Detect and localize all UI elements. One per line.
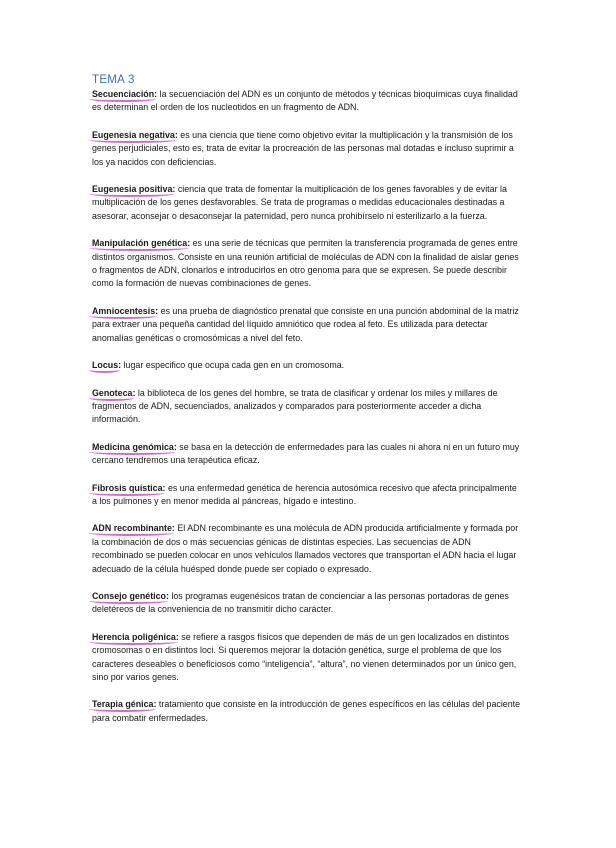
- entry-definition: ciencia que trata de fomentar la multiplicación de los genes favorables y de evitar la multiplicación de los genes desfavorables. Se trata de programas o medidas educacionales destinadas a asesorar, aconsejar o desaconsejar la paternidad, pero nunca prohibírselo ni esterilizarlo a la fuerza.: [92, 184, 507, 221]
- entry-definition: El ADN recombinante es una molécula de ADN producida artificialmente y formada por la combinación de dos o más secuencias génicas de distintas especies. Las secuencias de ADN recombinado se pueden colocar en unos vehículos llamados vectores que transportan el ADN hacia el lugar adecuado de la célula huésped donde puede ser copiado o expresado.: [92, 523, 519, 574]
- glossary-entry: [92, 359, 524, 372]
- glossary-entry: [92, 305, 524, 345]
- entry-separator: :: [173, 441, 177, 452]
- glossary-entry: [92, 631, 524, 685]
- entry-separator: :: [153, 699, 157, 710]
- entry-separator: :: [174, 129, 178, 140]
- glossary-entry: [92, 387, 524, 427]
- entry-definition: se refiere a rasgos físicos que dependen de más de un gen localizados en distintos cromosomas o en distintos loci. Si queremos mejorar la dotación genética, surge el problema de que los caracteres deseables o beneficiosos como “inteligencia”, “altura”, no vienen determinados por un único gen, sino por varios genes.: [92, 631, 517, 682]
- entry-separator: :: [172, 184, 176, 195]
- entry-term: Terapia génica: [92, 699, 154, 710]
- entry-term: Secuenciación: [92, 89, 155, 99]
- glossary-entry: [92, 129, 524, 169]
- entry-term: Eugenesia negativa: [92, 129, 175, 140]
- entry-definition: la biblioteca de los genes del hombre, se trata de clasificar y ordenar los miles y millares de fragmentos de ADN, secuenciados, analizados y comparados para posteriormente acceder a dicha información.: [92, 387, 498, 425]
- entry-separator: :: [187, 238, 191, 249]
- entry-separator: :: [132, 387, 136, 398]
- glossary-entry: [92, 522, 524, 576]
- glossary-entry: [92, 482, 524, 509]
- entry-term: Medicina genómica: [92, 441, 174, 452]
- entry-definition: es una enfermedad genética de herencia autosómica recesivo que afecta principalmente a los pulmones y en menor medida al páncreas, hígado e intestino.: [92, 482, 517, 506]
- entry-definition: es una ciencia que tiene como objetivo evitar la multiplicación y la transmisión de los genes perjudiciales, esto es, trata de evitar la procreación de las personas mal dotadas e incluso suprimir a los ya nacidos con deficiencias.: [92, 129, 514, 167]
- document-page: [92, 74, 524, 739]
- entry-separator: :: [162, 482, 166, 493]
- entry-definition: lugar especifico que ocupa cada gen en un cromosoma.: [121, 360, 345, 371]
- entry-definition: es una serie de técnicas que permiten la transferencia programada de genes entre distintos organismos. Consiste en una reunión artificial de moléculas de ADN con la finalidad de aislar genes o fragmentos de ADN, clonarlos e introducirlos en otro genoma para que se expresen. Se puede describir como la formación de nuevas combinaciones de genes.: [92, 238, 519, 289]
- entry-definition: tratamiento que consiste en la introducción de genes específicos en las células del paciente para combatir enfermedades.: [92, 699, 521, 723]
- glossary-entry: [92, 183, 524, 223]
- entry-definition: se basa en la detección de enfermedades para las cuales ni ahora ni en un futuro muy cercano tendremos una terapéutica eficaz.: [92, 441, 520, 466]
- entry-term: Genoteca: [92, 387, 133, 398]
- glossary-entry: [92, 441, 524, 468]
- entry-separator: :: [154, 89, 158, 99]
- glossary-entry: [92, 590, 524, 617]
- glossary-entry: [92, 237, 524, 291]
- entry-term: Eugenesia positiva: [92, 184, 173, 195]
- page-title: TEMA 3: [92, 74, 135, 86]
- entry-term: Locus: [92, 360, 119, 371]
- entry-separator: :: [118, 360, 122, 371]
- entry-separator: :: [155, 305, 159, 316]
- entry-term: Manipulación genética: [92, 238, 188, 249]
- entry-separator: :: [165, 590, 169, 601]
- entry-term: Herencia poligénica: [92, 631, 176, 642]
- entry-definition: la secuenciación del ADN es un conjunto de métodos y técnicas bioquímicas cuya finalidad es determinan el orden de los nucleotidos en un fragmento de ADN.: [92, 89, 518, 113]
- glossary-entry: [92, 88, 524, 115]
- entry-separator: :: [171, 523, 175, 534]
- entry-term: Fibrosis quística: [92, 482, 163, 493]
- entry-term: Consejo genético: [92, 590, 166, 601]
- entry-separator: :: [175, 631, 179, 642]
- entry-definition: los programas eugenésicos tratan de concienciar a las personas portadoras de genes deletéreos de la conveniencia de no transmitir dicho carácter.: [92, 590, 509, 615]
- entry-term: Amniocentesis: [92, 305, 156, 316]
- entry-term: ADN recombinante: [92, 523, 172, 534]
- entry-definition: es una prueba de diagnóstico prenatal que consiste en una punción abdominal de la matriz para extraer una pequeña cantidad del líquido amniótico que rodea al feto. Es utilizada para detectar anomalías genéticas o cromosómicas a nivel del feto.: [92, 305, 519, 343]
- glossary-entry: [92, 698, 524, 725]
